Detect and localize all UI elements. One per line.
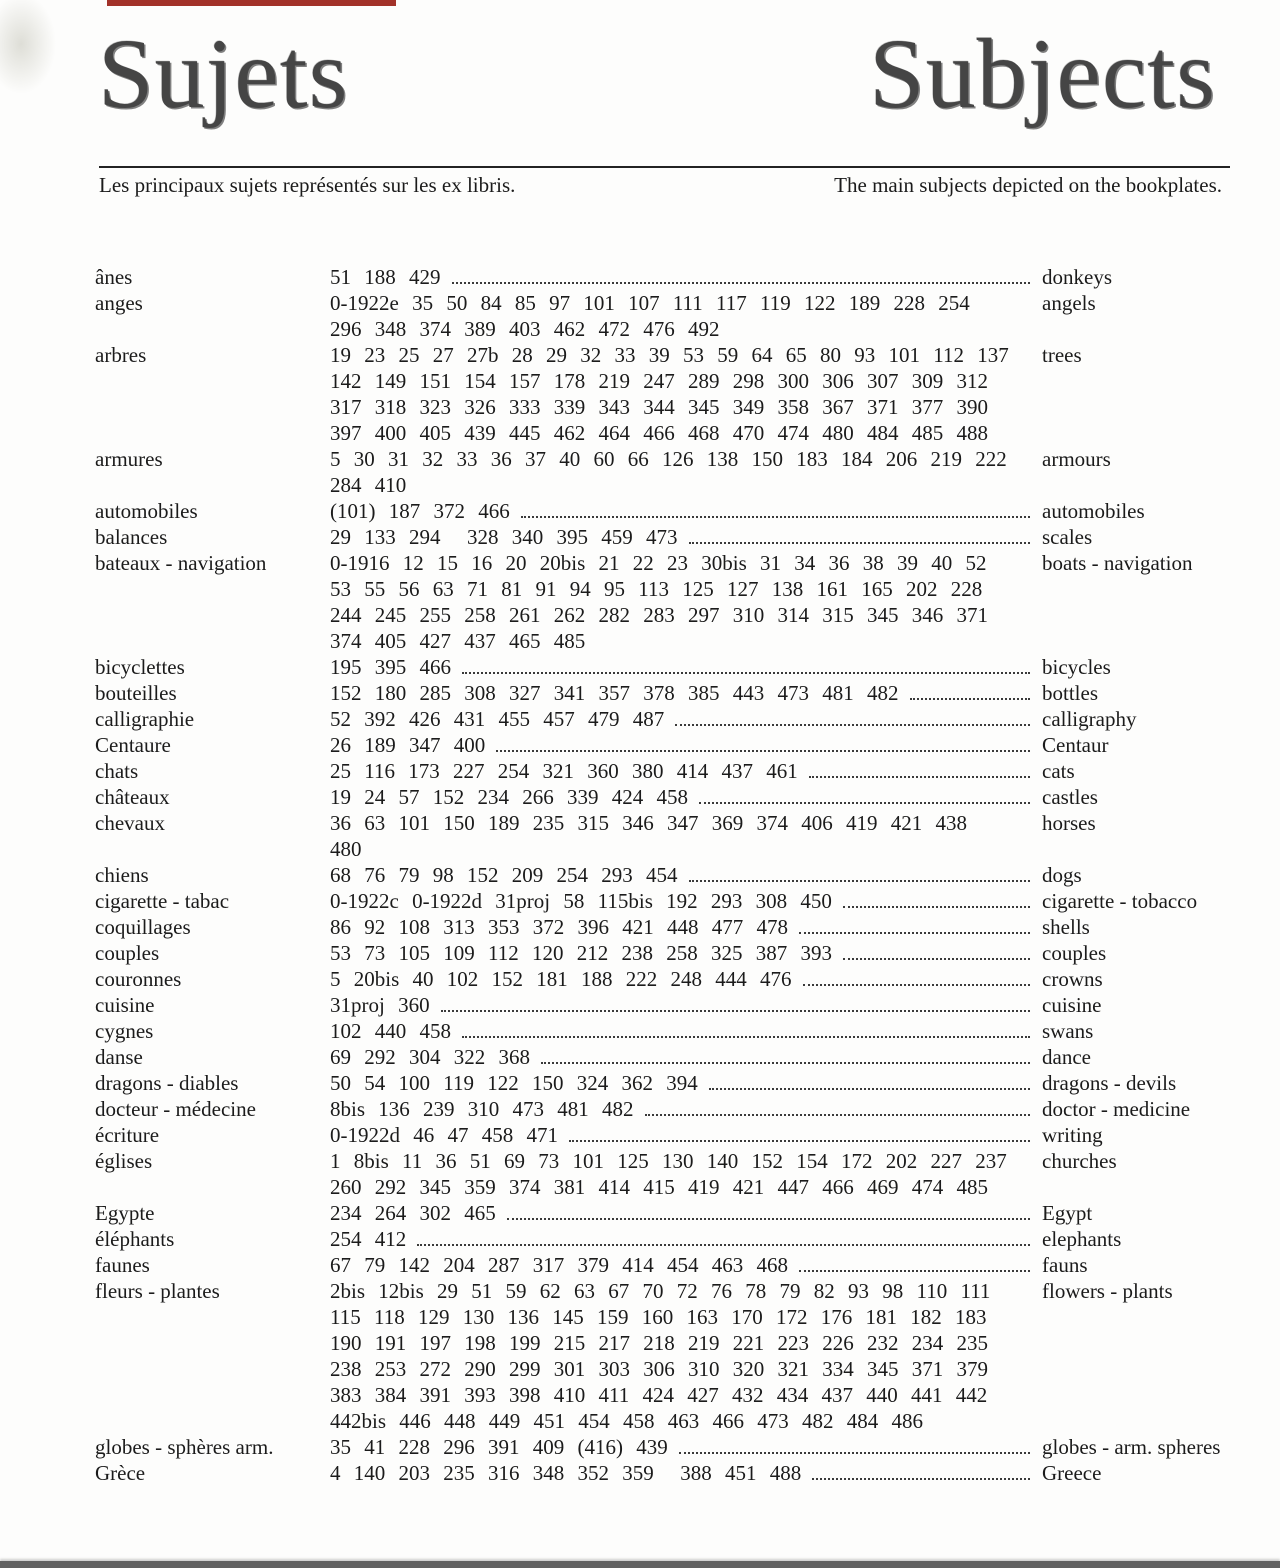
plate-number-list: 296 348 374 389 403 462 472 476 492 bbox=[330, 317, 720, 341]
plate-numbers bbox=[330, 732, 1042, 758]
plate-numbers bbox=[330, 1018, 1042, 1044]
number-line bbox=[330, 914, 1042, 940]
number-line bbox=[330, 628, 1042, 654]
plate-number-list: 4 140 203 235 316 348 352 359 388 451 488 bbox=[330, 1461, 802, 1485]
subject-label-en: boats - navigation bbox=[1042, 551, 1193, 575]
number-line bbox=[330, 1174, 1042, 1200]
plate-numbers bbox=[330, 290, 1042, 342]
subject-label-fr: écriture bbox=[95, 1123, 160, 1147]
subject-label-fr: dragons - diables bbox=[95, 1071, 239, 1095]
number-line bbox=[330, 420, 1042, 446]
subject-label-fr: bateaux - navigation bbox=[95, 551, 267, 575]
dotted-leader bbox=[521, 498, 1030, 518]
plate-number-list: 0-1922e 35 50 84 85 97 101 107 111 117 119 122 189 228 254 bbox=[330, 291, 970, 315]
subject-label-fr: Egypte bbox=[95, 1201, 155, 1225]
dotted-leader bbox=[417, 1226, 1030, 1246]
plate-number-list: 25 116 173 227 254 321 360 380 414 437 461 bbox=[330, 759, 798, 783]
subject-label-fr: Centaure bbox=[95, 733, 171, 757]
index-row bbox=[95, 1226, 1247, 1252]
index-row bbox=[95, 1096, 1247, 1122]
number-line bbox=[330, 1304, 1042, 1330]
plate-number-list: 284 410 bbox=[330, 473, 407, 497]
subject-label-fr: chats bbox=[95, 759, 139, 783]
plate-numbers bbox=[330, 706, 1042, 732]
number-line bbox=[330, 1096, 1042, 1122]
dotted-leader bbox=[645, 1096, 1030, 1116]
subject-label-fr: chiens bbox=[95, 863, 149, 887]
plate-numbers bbox=[330, 1122, 1042, 1148]
plate-number-list: 0-1922d 46 47 458 471 bbox=[330, 1123, 558, 1147]
number-line bbox=[330, 1460, 1042, 1486]
index-row bbox=[95, 264, 1247, 290]
plate-number-list: 68 76 79 98 152 209 254 293 454 bbox=[330, 863, 678, 887]
subject-label-fr: coquillages bbox=[95, 915, 191, 939]
number-line bbox=[330, 550, 1042, 576]
dotted-leader bbox=[462, 1018, 1030, 1038]
subject-label-en: Egypt bbox=[1042, 1201, 1093, 1225]
plate-numbers bbox=[330, 680, 1042, 706]
index-row bbox=[95, 862, 1247, 888]
subject-label-fr: danse bbox=[95, 1045, 143, 1069]
number-line bbox=[330, 1408, 1042, 1434]
index-row bbox=[95, 1434, 1247, 1460]
subject-label-en: doctor - medicine bbox=[1042, 1097, 1191, 1121]
bottom-scan-bar bbox=[0, 1561, 1280, 1568]
index-row bbox=[95, 810, 1247, 862]
plate-number-list: 115 118 129 130 136 145 159 160 163 170 172 176 181 182 183 bbox=[330, 1305, 987, 1329]
plate-number-list: 102 440 458 bbox=[330, 1019, 451, 1043]
page-title-fr: Sujets bbox=[98, 18, 349, 129]
plate-numbers bbox=[330, 966, 1042, 992]
plate-numbers bbox=[330, 992, 1042, 1018]
number-line bbox=[330, 1070, 1042, 1096]
number-line bbox=[330, 1044, 1042, 1070]
plate-numbers bbox=[330, 758, 1042, 784]
subject-label-fr: châteaux bbox=[95, 785, 170, 809]
plate-number-list: 19 24 57 152 234 266 339 424 458 bbox=[330, 785, 688, 809]
header-divider-line bbox=[99, 166, 1230, 168]
subject-label-fr: arbres bbox=[95, 343, 147, 367]
subject-label-fr: éléphants bbox=[95, 1227, 175, 1251]
subject-label-fr: fleurs - plantes bbox=[95, 1279, 220, 1303]
number-line bbox=[330, 680, 1042, 706]
plate-number-list: 195 395 466 bbox=[330, 655, 451, 679]
index-row bbox=[95, 680, 1247, 706]
plate-number-list: 19 23 25 27 27b 28 29 32 33 39 53 59 64 65 80 93 101 112 137 bbox=[330, 343, 1009, 367]
plate-numbers bbox=[330, 264, 1042, 290]
subject-label-fr: anges bbox=[95, 291, 143, 315]
dotted-leader bbox=[689, 862, 1031, 882]
subject-label-fr: armures bbox=[95, 447, 163, 471]
index-row bbox=[95, 1122, 1247, 1148]
plate-number-list: 5 30 31 32 33 36 37 40 60 66 126 138 150 183 184 206 219 222 bbox=[330, 447, 1007, 471]
index-row bbox=[95, 290, 1247, 342]
subject-label-fr: cigarette - tabac bbox=[95, 889, 230, 913]
plate-number-list: 190 191 197 198 199 215 217 218 219 221 223 226 232 234 235 bbox=[330, 1331, 988, 1355]
index-row bbox=[95, 888, 1247, 914]
number-line bbox=[330, 784, 1042, 810]
number-line bbox=[330, 888, 1042, 914]
subject-label-fr: faunes bbox=[95, 1253, 150, 1277]
subject-label-en: fauns bbox=[1042, 1253, 1088, 1277]
subject-label-en: crowns bbox=[1042, 967, 1103, 991]
subject-label-en: swans bbox=[1042, 1019, 1094, 1043]
plate-numbers bbox=[330, 498, 1042, 524]
dotted-leader bbox=[799, 1252, 1030, 1272]
plate-numbers bbox=[330, 1434, 1042, 1460]
subject-label-en: couples bbox=[1042, 941, 1107, 965]
index-row bbox=[95, 1252, 1247, 1278]
plate-number-list: 442bis 446 448 449 451 454 458 463 466 473 482 484 486 bbox=[330, 1409, 924, 1433]
subject-label-en: dragons - devils bbox=[1042, 1071, 1177, 1095]
plate-numbers bbox=[330, 1070, 1042, 1096]
plate-number-list: 397 400 405 439 445 462 464 466 468 470 474 480 484 485 488 bbox=[330, 421, 988, 445]
number-line bbox=[330, 862, 1042, 888]
number-line bbox=[330, 836, 1042, 862]
subtitle-en: The main subjects depicted on the bookplates. bbox=[834, 173, 1222, 197]
subject-label-fr: cuisine bbox=[95, 993, 155, 1017]
subject-label-fr: chevaux bbox=[95, 811, 165, 835]
index-row bbox=[95, 758, 1247, 784]
subject-label-fr: couples bbox=[95, 941, 160, 965]
index-row bbox=[95, 1460, 1247, 1486]
plate-numbers bbox=[330, 1096, 1042, 1122]
subject-label-fr: bouteilles bbox=[95, 681, 177, 705]
plate-numbers bbox=[330, 1460, 1042, 1486]
index-row bbox=[95, 914, 1247, 940]
dotted-leader bbox=[679, 1434, 1030, 1454]
number-line bbox=[330, 1200, 1042, 1226]
plate-number-list: 244 245 255 258 261 262 282 283 297 310 314 315 345 346 371 bbox=[330, 603, 988, 627]
plate-numbers bbox=[330, 888, 1042, 914]
number-line bbox=[330, 1382, 1042, 1408]
subject-label-en: dance bbox=[1042, 1045, 1091, 1069]
plate-number-list: 5 20bis 40 102 152 181 188 222 248 444 476 bbox=[330, 967, 792, 991]
plate-number-list: 53 55 56 63 71 81 91 94 95 113 125 127 138 161 165 202 228 bbox=[330, 577, 983, 601]
plate-number-list: 2bis 12bis 29 51 59 62 63 67 70 72 76 78 79 82 93 98 110 111 bbox=[330, 1279, 991, 1303]
plate-number-list: 50 54 100 119 122 150 324 362 394 bbox=[330, 1071, 698, 1095]
plate-numbers bbox=[330, 940, 1042, 966]
plate-number-list: 31proj 360 bbox=[330, 993, 430, 1017]
subject-index bbox=[95, 264, 1247, 1486]
index-row bbox=[95, 342, 1247, 446]
dotted-leader bbox=[541, 1044, 1030, 1064]
dotted-leader bbox=[569, 1122, 1030, 1142]
index-row bbox=[95, 1070, 1247, 1096]
subject-label-fr: Grèce bbox=[95, 1461, 146, 1485]
number-line bbox=[330, 290, 1042, 316]
subject-label-en: bicycles bbox=[1042, 655, 1111, 679]
plate-numbers bbox=[330, 446, 1042, 498]
index-row bbox=[95, 992, 1247, 1018]
subject-label-en: cuisine bbox=[1042, 993, 1102, 1017]
index-row bbox=[95, 550, 1247, 654]
subject-label-en: shells bbox=[1042, 915, 1090, 939]
subject-label-en: elephants bbox=[1042, 1227, 1122, 1251]
index-row bbox=[95, 1200, 1247, 1226]
subject-label-en: trees bbox=[1042, 343, 1082, 367]
subject-label-fr: docteur - médecine bbox=[95, 1097, 256, 1121]
plate-number-list: 52 392 426 431 455 457 479 487 bbox=[330, 707, 665, 731]
number-line bbox=[330, 342, 1042, 368]
plate-number-list: (101) 187 372 466 bbox=[330, 499, 510, 523]
number-line bbox=[330, 316, 1042, 342]
number-line bbox=[330, 576, 1042, 602]
number-line bbox=[330, 706, 1042, 732]
dotted-leader bbox=[910, 680, 1031, 700]
dotted-leader bbox=[462, 654, 1030, 674]
dotted-leader bbox=[843, 888, 1030, 908]
number-line bbox=[330, 758, 1042, 784]
plate-number-list: 36 63 101 150 189 235 315 346 347 369 374 406 419 421 438 bbox=[330, 811, 967, 835]
subject-label-fr: églises bbox=[95, 1149, 153, 1173]
subject-label-en: castles bbox=[1042, 785, 1098, 809]
plate-numbers bbox=[330, 1226, 1042, 1252]
dotted-leader bbox=[441, 992, 1030, 1012]
top-red-scan-bar bbox=[107, 0, 396, 6]
number-line bbox=[330, 810, 1042, 836]
subject-label-en: automobiles bbox=[1042, 499, 1145, 523]
plate-number-list: 51 188 429 bbox=[330, 265, 441, 289]
scan-smudge bbox=[0, 0, 56, 94]
subject-label-en: cats bbox=[1042, 759, 1075, 783]
subject-label-en: calligraphy bbox=[1042, 707, 1137, 731]
number-line bbox=[330, 1148, 1042, 1174]
number-line bbox=[330, 966, 1042, 992]
dotted-leader bbox=[496, 732, 1030, 752]
subject-label-fr: bicyclettes bbox=[95, 655, 185, 679]
number-line bbox=[330, 264, 1042, 290]
plate-numbers bbox=[330, 862, 1042, 888]
index-row bbox=[95, 654, 1247, 680]
plate-numbers bbox=[330, 810, 1042, 862]
index-row bbox=[95, 966, 1247, 992]
subject-label-fr: calligraphie bbox=[95, 707, 195, 731]
plate-number-list: 35 41 228 296 391 409 (416) 439 bbox=[330, 1435, 668, 1459]
index-row bbox=[95, 446, 1247, 498]
number-line bbox=[330, 654, 1042, 680]
subject-label-en: horses bbox=[1042, 811, 1096, 835]
plate-number-list: 0-1922c 0-1922d 31proj 58 115bis 192 293 308 450 bbox=[330, 889, 832, 913]
plate-number-list: 234 264 302 465 bbox=[330, 1201, 496, 1225]
subject-label-fr: globes - sphères arm. bbox=[95, 1435, 274, 1459]
index-row bbox=[95, 524, 1247, 550]
number-line bbox=[330, 394, 1042, 420]
number-line bbox=[330, 498, 1042, 524]
subject-label-en: donkeys bbox=[1042, 265, 1112, 289]
number-line bbox=[330, 940, 1042, 966]
number-line bbox=[330, 992, 1042, 1018]
subject-label-en: cigarette - tobacco bbox=[1042, 889, 1198, 913]
subject-label-en: churches bbox=[1042, 1149, 1117, 1173]
plate-number-list: 69 292 304 322 368 bbox=[330, 1045, 530, 1069]
plate-number-list: 8bis 136 239 310 473 481 482 bbox=[330, 1097, 634, 1121]
number-line bbox=[330, 1252, 1042, 1278]
plate-number-list: 260 292 345 359 374 381 414 415 419 421 447 466 469 474 485 bbox=[330, 1175, 988, 1199]
index-row bbox=[95, 940, 1247, 966]
subject-label-fr: balances bbox=[95, 525, 168, 549]
plate-number-list: 53 73 105 109 112 120 212 238 258 325 387 393 bbox=[330, 941, 832, 965]
number-line bbox=[330, 732, 1042, 758]
plate-numbers bbox=[330, 654, 1042, 680]
plate-number-list: 142 149 151 154 157 178 219 247 289 298 300 306 307 309 312 bbox=[330, 369, 988, 393]
index-row bbox=[95, 1148, 1247, 1200]
plate-number-list: 374 405 427 437 465 485 bbox=[330, 629, 586, 653]
dotted-leader bbox=[699, 784, 1030, 804]
dotted-leader bbox=[809, 758, 1030, 778]
subject-label-en: armours bbox=[1042, 447, 1111, 471]
subject-label-fr: couronnes bbox=[95, 967, 182, 991]
plate-number-list: 29 133 294 328 340 395 459 473 bbox=[330, 525, 678, 549]
subject-label-fr: ânes bbox=[95, 265, 133, 289]
subject-label-en: flowers - plants bbox=[1042, 1279, 1173, 1303]
plate-numbers bbox=[330, 914, 1042, 940]
plate-numbers bbox=[330, 1044, 1042, 1070]
index-row bbox=[95, 498, 1247, 524]
subject-label-en: bottles bbox=[1042, 681, 1098, 705]
plate-numbers bbox=[330, 550, 1042, 654]
plate-number-list: 317 318 323 326 333 339 343 344 345 349 358 367 371 377 390 bbox=[330, 395, 988, 419]
subtitle-fr: Les principaux sujets représentés sur les ex libris. bbox=[99, 173, 516, 197]
plate-number-list: 238 253 272 290 299 301 303 306 310 320 321 334 345 371 379 bbox=[330, 1357, 988, 1381]
dotted-leader bbox=[803, 966, 1030, 986]
plate-numbers bbox=[330, 1278, 1042, 1434]
index-row bbox=[95, 784, 1247, 810]
page-title-en: Subjects bbox=[869, 18, 1216, 129]
subject-label-en: globes - arm. spheres bbox=[1042, 1435, 1221, 1459]
plate-number-list: 0-1916 12 15 16 20 20bis 21 22 23 30bis 31 34 36 38 39 40 52 bbox=[330, 551, 987, 575]
plate-number-list: 26 189 347 400 bbox=[330, 733, 486, 757]
subject-label-en: angels bbox=[1042, 291, 1096, 315]
plate-number-list: 86 92 108 313 353 372 396 421 448 477 478 bbox=[330, 915, 788, 939]
plate-number-list: 67 79 142 204 287 317 379 414 454 463 468 bbox=[330, 1253, 788, 1277]
plate-number-list: 152 180 285 308 327 341 357 378 385 443 473 481 482 bbox=[330, 681, 899, 705]
subject-label-fr: automobiles bbox=[95, 499, 198, 523]
subject-label-en: scales bbox=[1042, 525, 1093, 549]
dotted-leader bbox=[689, 524, 1031, 544]
number-line bbox=[330, 1226, 1042, 1252]
dotted-leader bbox=[675, 706, 1030, 726]
plate-number-list: 383 384 391 393 398 410 411 424 427 432 434 437 440 441 442 bbox=[330, 1383, 988, 1407]
number-line bbox=[330, 1018, 1042, 1044]
dotted-leader bbox=[507, 1200, 1030, 1220]
number-line bbox=[330, 472, 1042, 498]
number-line bbox=[330, 1278, 1042, 1304]
number-line bbox=[330, 602, 1042, 628]
number-line bbox=[330, 446, 1042, 472]
index-row bbox=[95, 1278, 1247, 1434]
subject-label-en: dogs bbox=[1042, 863, 1082, 887]
plate-number-list: 1 8bis 11 36 51 69 73 101 125 130 140 152 154 172 202 227 237 bbox=[330, 1149, 1007, 1173]
number-line bbox=[330, 368, 1042, 394]
dotted-leader bbox=[452, 264, 1031, 284]
number-line bbox=[330, 1434, 1042, 1460]
number-line bbox=[330, 1122, 1042, 1148]
number-line bbox=[330, 1330, 1042, 1356]
dotted-leader bbox=[812, 1460, 1030, 1480]
index-row bbox=[95, 732, 1247, 758]
plate-numbers bbox=[330, 524, 1042, 550]
subject-label-en: Centaur bbox=[1042, 733, 1109, 757]
plate-number-list: 254 412 bbox=[330, 1227, 407, 1251]
plate-number-list: 480 bbox=[330, 837, 362, 861]
plate-numbers bbox=[330, 1252, 1042, 1278]
subject-label-en: writing bbox=[1042, 1123, 1103, 1147]
dotted-leader bbox=[709, 1070, 1030, 1090]
plate-numbers bbox=[330, 784, 1042, 810]
number-line bbox=[330, 524, 1042, 550]
subject-label-fr: cygnes bbox=[95, 1019, 154, 1043]
subject-label-en: Greece bbox=[1042, 1461, 1102, 1485]
index-row bbox=[95, 1044, 1247, 1070]
index-row bbox=[95, 706, 1247, 732]
plate-numbers bbox=[330, 342, 1042, 446]
index-row bbox=[95, 1018, 1247, 1044]
plate-numbers bbox=[330, 1148, 1042, 1200]
dotted-leader bbox=[843, 940, 1030, 960]
number-line bbox=[330, 1356, 1042, 1382]
plate-numbers bbox=[330, 1200, 1042, 1226]
dotted-leader bbox=[799, 914, 1030, 934]
